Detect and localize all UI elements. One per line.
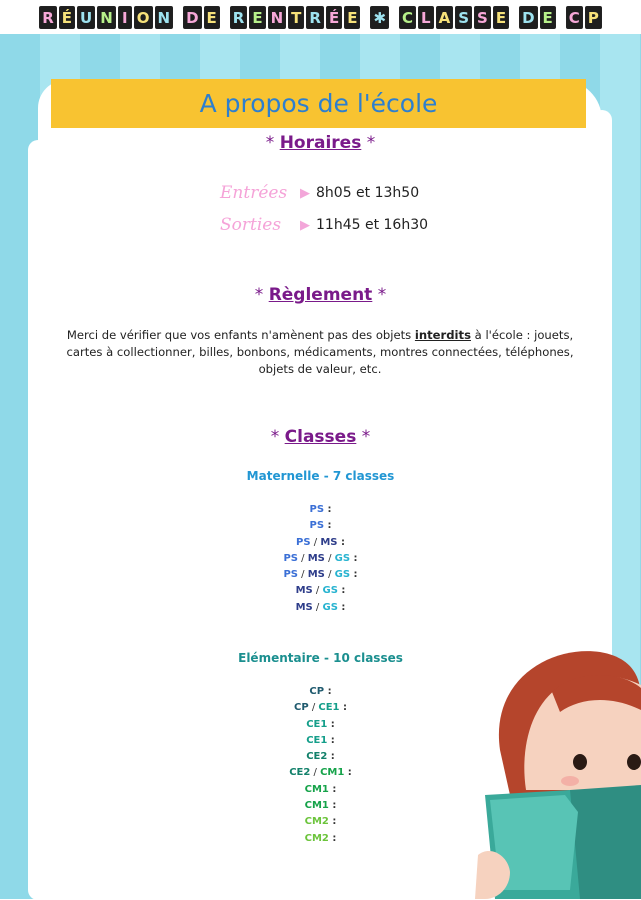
- class-separator: /: [310, 767, 321, 779]
- banner-letter: R: [230, 6, 248, 29]
- banner-letter: C: [399, 6, 416, 29]
- banner-letter: [222, 6, 228, 29]
- reglement-text: à l'école : jouets, cartes à collectionner, billes, bonbons, médicaments, montres connectées, téléphones, objets de valeur, etc.: [66, 328, 574, 376]
- eye-left: [573, 754, 587, 770]
- class-colon: :: [344, 767, 352, 779]
- class-level: MS: [307, 569, 325, 581]
- banner-title: [0, 6, 641, 29]
- cheek-left: [561, 776, 579, 786]
- banner-letter: O: [134, 6, 153, 29]
- class-separator: /: [298, 569, 308, 581]
- banner-letter: P: [585, 6, 602, 29]
- class-level: CM2: [304, 832, 329, 844]
- class-colon: :: [324, 686, 332, 697]
- title-box: [51, 79, 586, 128]
- class-level: GS: [322, 601, 338, 613]
- reglement-text: Merci de vérifier que vos enfants n'amènent pas des objets: [66, 328, 415, 342]
- schedule-row-entrees: [220, 183, 480, 203]
- banner-letter: E: [204, 6, 220, 29]
- top-bar: [0, 0, 641, 34]
- banner-letter: A: [436, 6, 454, 29]
- star-icon: *: [361, 427, 371, 447]
- class-separator: /: [310, 536, 321, 548]
- banner-letter: É: [59, 6, 75, 29]
- class-level: CE1: [318, 702, 340, 714]
- class-separator: /: [312, 585, 323, 597]
- class-row: [0, 518, 641, 534]
- banner-letter: E: [493, 6, 509, 29]
- banner-letter: C: [566, 6, 583, 29]
- star-icon: *: [254, 285, 264, 305]
- banner-letter: D: [519, 6, 537, 29]
- schedule-value: 11h45 et 16h30: [316, 217, 429, 233]
- class-colon: :: [324, 520, 332, 532]
- maternelle-class-list: [0, 502, 641, 616]
- class-level: CE2: [289, 767, 311, 779]
- banner-letter: R: [306, 6, 324, 29]
- class-level: CE2: [306, 751, 328, 763]
- star-icon: *: [377, 285, 387, 305]
- banner-letter: E: [540, 6, 556, 29]
- banner-letter: U: [77, 6, 95, 29]
- class-row: [0, 551, 641, 567]
- banner-letter: ✱: [370, 6, 389, 29]
- banner-letter: [511, 6, 517, 29]
- girl-reading-illustration: [460, 640, 641, 899]
- class-colon: :: [327, 734, 335, 746]
- class-separator: /: [312, 601, 323, 613]
- banner-letter: R: [39, 6, 57, 29]
- star-icon: *: [366, 133, 376, 153]
- class-colon: :: [350, 552, 358, 564]
- class-level: CM1: [304, 800, 329, 812]
- class-level: CM1: [304, 783, 329, 795]
- schedule-row-sorties: [220, 215, 480, 235]
- class-separator: /: [324, 569, 335, 581]
- class-colon: :: [327, 718, 335, 730]
- eye-right: [627, 754, 641, 770]
- horaires-heading-text: Horaires: [279, 133, 362, 153]
- class-level: MS: [295, 601, 313, 613]
- class-separator: /: [324, 552, 335, 564]
- class-colon: :: [328, 783, 337, 795]
- banner-letter: [391, 6, 397, 29]
- reglement-heading-text: Règlement: [268, 285, 373, 305]
- class-colon: :: [339, 702, 348, 714]
- maternelle-title: Maternelle - 7 classes: [246, 469, 395, 483]
- class-level: PS: [283, 569, 298, 581]
- banner-letter: [362, 6, 368, 29]
- banner-letter: N: [97, 6, 116, 29]
- horaires-heading: [0, 133, 641, 153]
- class-level: PS: [309, 504, 325, 515]
- reglement-paragraph: [55, 327, 585, 378]
- banner-letter: E: [344, 6, 360, 29]
- class-row: [0, 567, 641, 583]
- class-separator: /: [308, 702, 319, 714]
- star-icon: *: [270, 427, 280, 447]
- class-level: MS: [295, 585, 313, 597]
- class-colon: :: [337, 585, 346, 597]
- reglement-emphasis: interdits: [414, 328, 471, 342]
- class-level: MS: [320, 536, 338, 548]
- classes-heading: [0, 427, 641, 447]
- class-colon: :: [337, 536, 345, 548]
- class-colon: :: [324, 504, 332, 515]
- class-row: [0, 535, 641, 551]
- class-level: GS: [334, 569, 351, 581]
- schedule-value: 8h05 et 13h50: [316, 185, 420, 201]
- classes-heading-text: Classes: [284, 427, 357, 447]
- book-right-page: [570, 785, 641, 899]
- class-colon: :: [328, 800, 337, 812]
- class-colon: :: [327, 751, 335, 763]
- class-level: PS: [296, 536, 311, 548]
- banner-letter: É: [326, 6, 342, 29]
- banner-letter: S: [455, 6, 472, 29]
- banner-letter: D: [183, 6, 201, 29]
- class-level: PS: [309, 520, 325, 532]
- triangle-right-icon: ▶: [300, 185, 310, 201]
- class-level: CP: [293, 702, 309, 714]
- schedule-label: Sorties: [220, 215, 282, 235]
- banner-letter: T: [288, 6, 304, 29]
- banner-letter: [558, 6, 564, 29]
- class-colon: :: [350, 569, 358, 581]
- class-row: [0, 583, 641, 599]
- class-colon: :: [328, 832, 337, 844]
- triangle-right-icon: ▶: [300, 217, 310, 233]
- star-icon: *: [265, 133, 275, 153]
- page-title: A propos de l'école: [199, 89, 438, 118]
- elementaire-title: Elémentaire - 10 classes: [238, 651, 403, 665]
- class-row: [0, 502, 641, 518]
- class-level: CM1: [320, 767, 345, 779]
- class-level: GS: [322, 585, 338, 597]
- schedule-label: Entrées: [220, 183, 288, 203]
- reglement-heading: [0, 285, 641, 305]
- banner-letter: E: [249, 6, 265, 29]
- banner-letter: N: [268, 6, 287, 29]
- banner-letter: N: [155, 6, 174, 29]
- class-level: CP: [309, 686, 325, 697]
- class-row: [0, 600, 641, 616]
- class-level: CE1: [306, 718, 328, 730]
- class-level: PS: [283, 552, 298, 564]
- class-colon: :: [337, 601, 346, 613]
- banner-letter: L: [418, 6, 434, 29]
- banner-letter: S: [474, 6, 491, 29]
- class-level: CM2: [304, 816, 329, 828]
- class-separator: /: [298, 552, 308, 564]
- class-colon: :: [328, 816, 337, 828]
- class-level: GS: [334, 552, 351, 564]
- class-level: MS: [307, 552, 325, 564]
- banner-letter: [175, 6, 181, 29]
- class-level: CE1: [306, 734, 328, 746]
- banner-letter: I: [118, 6, 132, 29]
